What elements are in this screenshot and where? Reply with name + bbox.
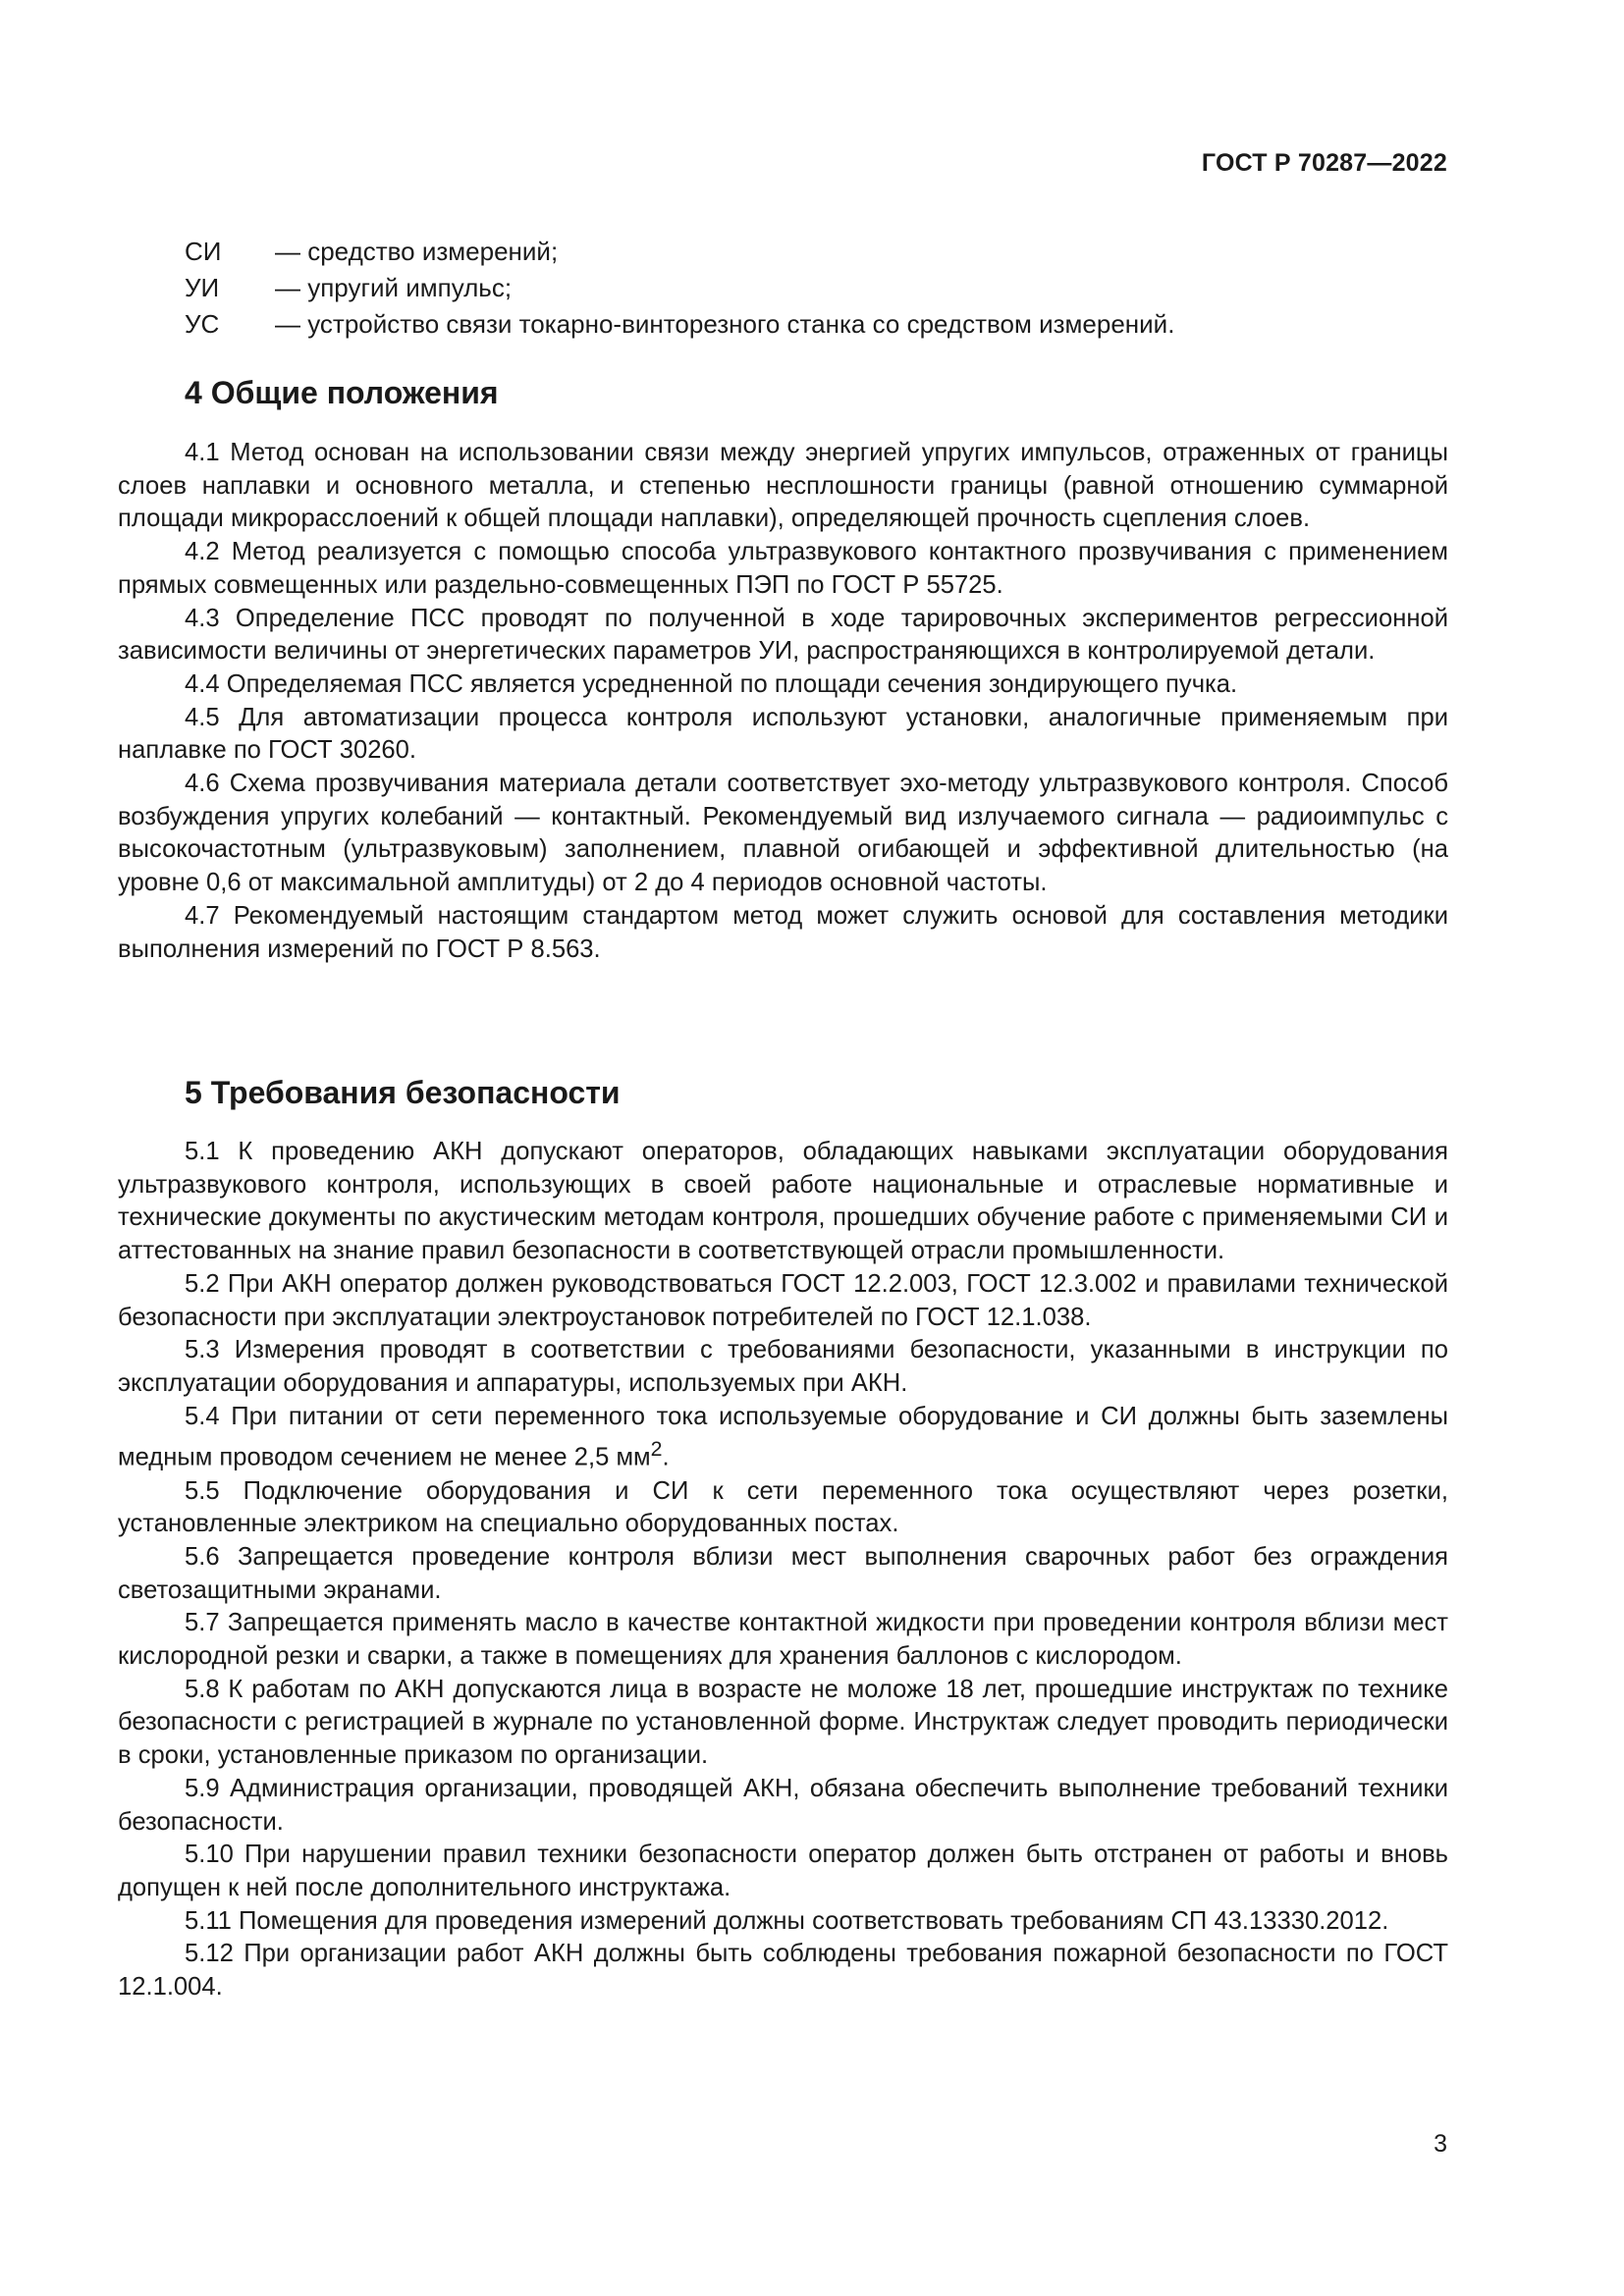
abbreviation-list	[185, 234, 1451, 343]
abbreviation-item	[185, 270, 1451, 306]
paragraph-5-4-end: .	[662, 1443, 670, 1471]
paragraph-4-1: 4.1 Метод основан на использовании связи между энергией упругих импульсов, отраженных от границы слоев наплавки и основного металла, и степенью несплошности границы (равной отношению суммарной площади микрорасслоений к общей площади наплавки), определяющей прочность сцепления слоев.	[118, 439, 1448, 533]
paragraph-5-4-text: 5.4 При питании от сети переменного тока используемые оборудование и СИ должны быть заземлены медным проводом сечением не менее 2,5 мм	[118, 1402, 1448, 1471]
abbreviation-definition: — устройство связи токарно-винторезного станка со средством измерений.	[275, 309, 1175, 339]
superscript-exponent: 2	[650, 1437, 663, 1462]
paragraph-5-12: 5.12 При организации работ АКН должны быть соблюдены требования пожарной безопасности по ГОСТ 12.1.004.	[118, 1940, 1448, 2002]
abbreviation-item	[185, 234, 1451, 270]
paragraph-5-5: 5.5 Подключение оборудования и СИ к сети переменного тока осуществляют через розетки, установленные электриком на специально оборудованных постах.	[118, 1476, 1448, 1538]
abbreviation-term: УС	[185, 309, 220, 339]
document-code: ГОСТ Р 70287—2022	[1201, 149, 1447, 177]
paragraph-4-7: 4.7 Рекомендуемый настоящим стандартом метод может служить основой для составления методики выполнения измерений по ГОСТ Р 8.563.	[118, 901, 1448, 963]
paragraph-5-11: 5.11 Помещения для проведения измерений должны соответствовать требованиям СП 43.13330.2012.	[185, 1906, 1389, 1935]
paragraph-5-8: 5.8 К работам по АКН допускаются лица в возрасте не моложе 18 лет, прошедшие инструктаж по технике безопасности с регистрацией в журнале по установленной форме. Инструктаж следует проводить периодически в сроки, установленные приказом по организации.	[118, 1675, 1448, 1770]
abbreviation-definition: — упругий импульс;	[275, 273, 513, 302]
abbreviation-item	[185, 306, 1451, 343]
paragraph-4-2: 4.2 Метод реализуется с помощью способа ультразвукового контактного прозвучивания с применением прямых совмещенных или раздельно-совмещенных ПЭП по ГОСТ Р 55725.	[118, 538, 1448, 599]
paragraph-5-7: 5.7 Запрещается применять масло в качестве контактной жидкости при проведении контроля вблизи мест кислородной резки и сварки, а также в помещениях для хранения баллонов с кислородом.	[118, 1609, 1448, 1671]
paragraph-5-6: 5.6 Запрещается проведение контроля вблизи мест выполнения сварочных работ без ограждения светозащитными экранами.	[118, 1542, 1448, 1604]
paragraph-5-1: 5.1 К проведению АКН допускают операторов, обладающих навыками эксплуатации оборудования ультразвукового контроля, использующих в своей работе национальные и отраслевые нормативные и технические документы по акустическим методам контроля, прошедших обучение работе с применяемыми СИ и аттестованных на знание правил безопасности в соответствующей отрасли промышленности.	[118, 1138, 1448, 1265]
paragraph-5-9: 5.9 Администрация организации, проводящей АКН, обязана обеспечить выполнение требований техники безопасности.	[118, 1774, 1448, 1836]
paragraph-5-4	[118, 1401, 1448, 1475]
abbreviation-definition: — средство измерений;	[275, 237, 559, 266]
section-5-body	[118, 1136, 1448, 2004]
section-5-heading: 5 Требования безопасности	[185, 1075, 621, 1110]
paragraph-5-10: 5.10 При нарушении правил техники безопасности оператор должен быть отстранен от работы и вновь допущен к ней после дополнительного инструктажа.	[118, 1841, 1448, 1901]
abbreviation-term: УИ	[185, 273, 220, 302]
page-number: 3	[1434, 2130, 1447, 2158]
paragraph-4-3: 4.3 Определение ПСС проводят по полученной в ходе тарировочных экспериментов регрессионной зависимости величины от энергетических параметров УИ, распространяющихся в контролируемой детали.	[118, 604, 1448, 666]
abbreviation-term: СИ	[185, 237, 222, 266]
paragraph-4-4: 4.4 Определяемая ПСС является усредненной по площади сечения зондирующего пучка.	[185, 669, 1238, 698]
section-4-body	[118, 437, 1448, 966]
paragraph-4-6: 4.6 Схема прозвучивания материала детали соответствует эхо-методу ультразвукового контроля. Способ возбуждения упругих колебаний — контактный. Рекомендуемый вид излучаемого сигнала — радиоимпульс с высокочастотным (ультразвуковым) заполнением, плавной огибающей и эффективной длительностью (на уровне 0,6 от максимальной амплитуды) от 2 до 4 периодов основной частоты.	[118, 770, 1448, 897]
section-4-heading: 4 Общие положения	[185, 375, 499, 410]
paragraph-4-5: 4.5 Для автоматизации процесса контроля используют установки, аналогичные применяемым при наплавке по ГОСТ 30260.	[118, 703, 1448, 765]
paragraph-5-2: 5.2 При АКН оператор должен руководствоваться ГОСТ 12.2.003, ГОСТ 12.3.002 и правилами технической безопасности при эксплуатации электроустановок потребителей по ГОСТ 12.1.038.	[118, 1269, 1448, 1331]
paragraph-5-3: 5.3 Измерения проводят в соответствии с требованиями безопасности, указанными в инструкции по эксплуатации оборудования и аппаратуры, используемых при АКН.	[118, 1336, 1448, 1397]
